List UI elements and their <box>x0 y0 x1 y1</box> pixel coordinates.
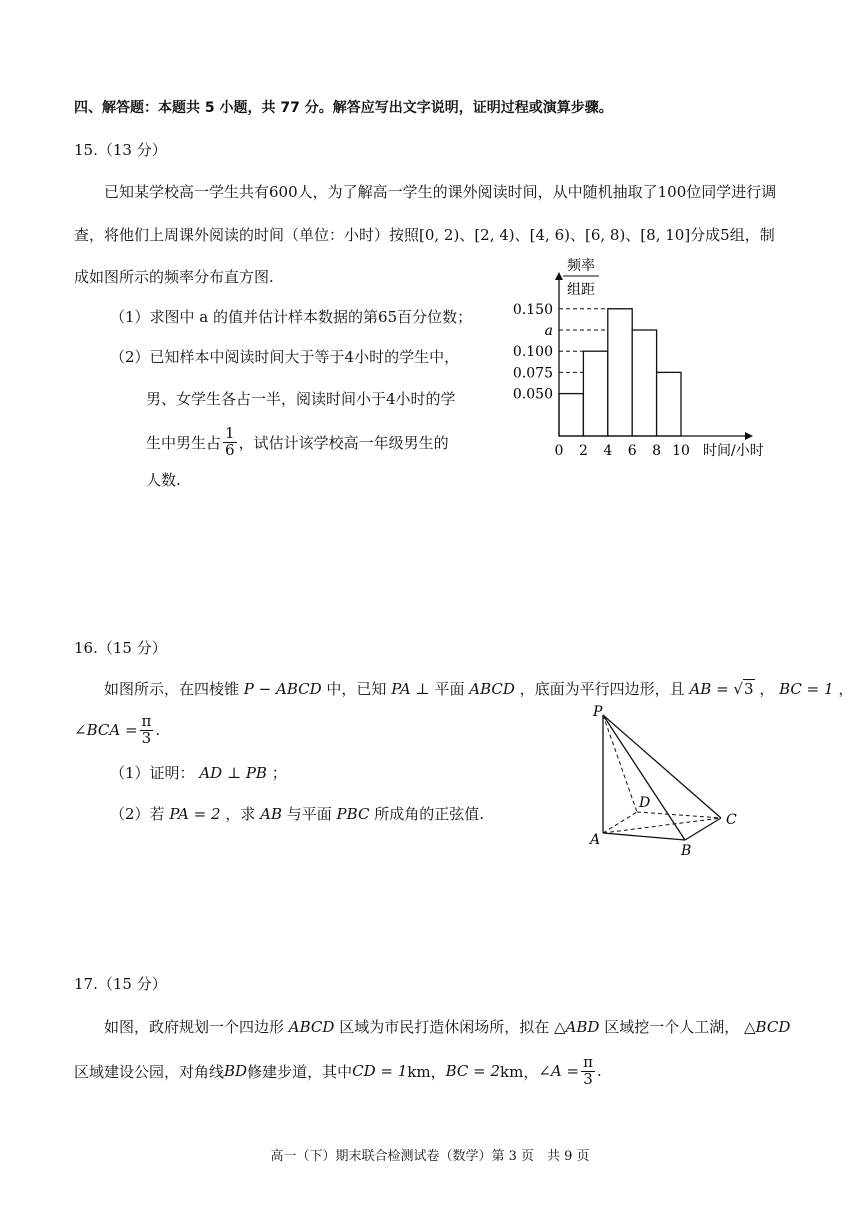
page-footer: 高一（下）期末联合检测试卷（数学）第 3 页 共 9 页 <box>270 1149 590 1164</box>
pyramid-figure <box>585 700 745 860</box>
q17-label: 17.（15 分） <box>74 975 167 993</box>
q15-paragraph-line3: 成如图所示的频率分布直方图. <box>74 268 274 286</box>
fraction-numerator: 1 <box>225 423 235 442</box>
q17-text: 如图，政府规划一个四边形 <box>104 1018 285 1036</box>
q15-label: 15.（13 分） <box>74 141 167 159</box>
q16-math: PA ⊥ <box>391 680 430 698</box>
edge-DC <box>637 812 721 818</box>
q15-paragraph-line2: 查，将他们上周课外阅读的时间（单位：小时）按照[0, 2)、[2, 4)、[4, 6)、[6, 8)、[8, 10]分成5组，制 <box>74 226 775 244</box>
q17-math: ABCD <box>288 1018 335 1036</box>
fraction-numerator: π <box>583 1052 593 1071</box>
q16-text: ，底面为平行四边形，且 <box>519 680 685 698</box>
q17-text: 修建步道，其中 <box>247 1062 353 1081</box>
q16-math: BC = 1 <box>779 680 834 698</box>
q17-math: △BCD <box>744 1018 791 1036</box>
q16-math: PBC <box>336 805 370 823</box>
vertex-label-B: B <box>681 843 692 859</box>
q16-text: （2）若 <box>110 805 165 823</box>
vertex-label-A: A <box>590 832 601 848</box>
x-tick-label: 10 <box>672 443 690 459</box>
q16-text: 平面 <box>434 680 465 698</box>
y-tick-label: a <box>544 323 553 339</box>
edge-AD <box>603 812 637 833</box>
q17-math: BC = 2 <box>445 1062 501 1080</box>
q16-text: 如图所示，在四棱锥 <box>104 680 240 698</box>
q15-subquestion-2-line4: 人数. <box>146 471 181 489</box>
q16-math: ABCD <box>469 680 515 698</box>
vertex-label-P: P <box>593 704 603 720</box>
q16-text: ，求 <box>225 805 256 823</box>
q17-math: CD = 1 <box>352 1062 408 1080</box>
q15-paragraph-line1: 已知某学校高一学生共有600人，为了解高一学生的课外阅读时间，从中随机抽取了100位同学进行调 <box>104 183 777 201</box>
q15-text: ，试估计该学校高一年级男生的 <box>238 433 449 452</box>
sqrt-symbol: √ <box>733 680 743 698</box>
edge-PB <box>603 715 685 840</box>
q16-text: 所成角的正弦值. <box>374 805 484 823</box>
y-axis-label-denominator: 组距 <box>567 282 595 298</box>
q16-text: （1）证明： <box>110 764 195 782</box>
q17-math: BD <box>224 1062 248 1080</box>
q16-subquestion-1 <box>110 762 287 783</box>
q15-subquestion-1: （1）求图中 a 的值并估计样本数据的第65百分位数； <box>110 308 473 326</box>
y-tick-label: 0.050 <box>512 386 553 403</box>
edge-PC <box>603 715 721 818</box>
frequency-histogram <box>505 252 795 464</box>
q15-text: 生中男生占 <box>146 433 222 452</box>
edge-BC <box>685 818 721 840</box>
y-tick-label: 0.075 <box>512 365 553 382</box>
q16-math: P − ABCD <box>243 680 322 698</box>
histogram-bar <box>632 330 656 436</box>
x-tick-label: 6 <box>627 443 637 459</box>
q17-math: ∠A = <box>538 1062 580 1080</box>
q16-math: AB <box>260 805 282 823</box>
q16-text: ， <box>838 680 854 698</box>
q17-text: 区域建设公园，对角线 <box>74 1062 225 1081</box>
q16-text: 与平面 <box>286 805 332 823</box>
diagonal-AC <box>603 818 721 833</box>
q16-math: AD ⊥ PB <box>199 764 267 782</box>
vertex-label-D: D <box>639 795 651 811</box>
histogram-bar <box>583 351 607 436</box>
fraction-denominator: 3 <box>141 728 152 747</box>
fraction-pi-over-3 <box>140 711 154 747</box>
x-axis-label: 时间/小时 <box>703 443 764 459</box>
q15-subquestion-2-line3 <box>146 420 449 464</box>
fraction-denominator: 3 <box>583 1069 593 1088</box>
q16-text: 中，已知 <box>326 680 387 698</box>
q17-text: 区域挖一个人工湖， <box>604 1018 740 1036</box>
histogram-bar <box>657 372 681 436</box>
x-tick-label: 0 <box>554 443 564 459</box>
edge-AB <box>603 833 685 840</box>
q16-math: AB = <box>689 680 734 698</box>
q17-math: △ABD <box>554 1018 600 1036</box>
x-tick-label: 2 <box>578 443 588 459</box>
q16-math: ∠BCA = <box>74 721 138 739</box>
q16-text: . <box>155 721 161 739</box>
q16-label: 16.（15 分） <box>74 639 167 657</box>
q17-text: 区域为市民打造休闲场所，拟在 <box>339 1018 550 1036</box>
q16-math: PA = 2 <box>169 805 221 823</box>
fraction-one-sixth <box>223 423 237 459</box>
y-tick-label: 0.150 <box>512 301 553 318</box>
y-axis-label-numerator: 频率 <box>567 258 595 274</box>
q16-subquestion-2 <box>110 803 484 824</box>
q16-angle-condition <box>74 706 160 754</box>
vertex-label-C: C <box>726 812 737 828</box>
q16-line1 <box>104 678 853 699</box>
sqrt-radicand: 3 <box>743 680 754 698</box>
x-tick-label: 4 <box>603 443 613 459</box>
histogram-bar <box>608 309 632 436</box>
y-tick-label: 0.100 <box>512 344 553 361</box>
fraction-numerator: π <box>141 711 152 730</box>
histogram-bar <box>559 394 583 436</box>
q17-text: km， <box>407 1062 446 1081</box>
q17-line2 <box>74 1048 602 1094</box>
q16-text: ， <box>759 680 775 698</box>
fraction-pi-over-3 <box>581 1052 595 1088</box>
q17-text: . <box>596 1062 602 1080</box>
x-axis-arrow <box>745 432 753 440</box>
q15-subquestion-2-line2: 男、女学生各占一半，阅读时间小于4小时的学 <box>146 390 456 408</box>
fraction-denominator: 6 <box>225 440 235 459</box>
q17-text: km， <box>500 1062 539 1081</box>
q16-text: ； <box>271 764 287 782</box>
q17-line1 <box>104 1016 790 1037</box>
q15-subquestion-2-line1: （2）已知样本中阅读时间大于等于4小时的学生中， <box>110 348 460 366</box>
section-header: 四、解答题：本题共 5 小题，共 77 分。解答应写出文字说明，证明过程或演算步骤。 <box>74 100 613 116</box>
x-tick-label: 8 <box>652 443 662 459</box>
y-axis-arrow <box>555 272 563 280</box>
